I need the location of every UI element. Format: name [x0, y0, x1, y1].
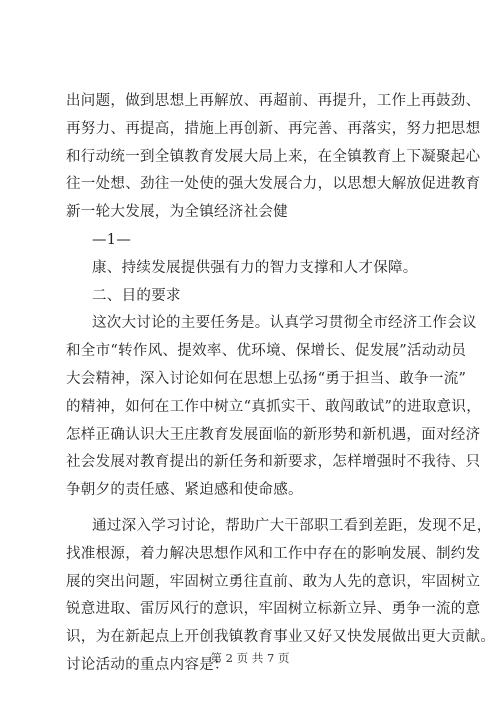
text-line: 的精神，如何在工作中树立“真抓实干、敢闯敢试”的进取意识，: [66, 398, 482, 415]
text-line: 出问题，做到思想上再解放、再超前、再提升，工作上再鼓劲、: [66, 93, 481, 109]
document-body: [66, 88, 496, 680]
text-line: 和行动统一到全镇教育发展大局上来，在全镇教育上下凝聚起心: [66, 148, 481, 165]
paragraph-gap: [66, 505, 438, 513]
text-line: 新一轮大发展，为全镇经济社会健: [66, 204, 288, 221]
text-line: 展的突出问题，牢固树立勇往直前、敢为人先的意识，牢固树立: [66, 573, 481, 590]
text-line: 大会精神，深入讨论如何在思想上弘扬“勇于担当、敢争一流”: [66, 370, 467, 387]
text-line: 识，为在新起点上开创我镇教育事业又好又快发展做出更大贡献。: [66, 629, 496, 646]
text-line: 怎样正确认识大王庄教育发展面临的新形势和新机遇，面对经济: [66, 426, 481, 443]
text-line: 通过深入学习讨论，帮助广大干部职工看到差距，发现不足，: [92, 517, 492, 534]
page-number-divider: —1—: [92, 231, 132, 248]
text-line: 康、持续发展提供强有力的智力支撑和人才保障。: [92, 259, 418, 276]
text-line: 找准根源，着力解决思想作风和工作中存在的影响发展、制约发: [66, 545, 481, 562]
text-line: 社会发展对教育提出的新任务和新要求，怎样增强时不我待、只: [66, 454, 481, 471]
text-line: 和全市“转作风、提效率、优环境、保增长、促发展”活动动员: [66, 343, 467, 360]
text-line: 锐意进取、雷厉风行的意识，牢固树立标新立异、勇争一流的意: [66, 601, 481, 618]
text-line: 这次大讨论的主要任务是。认真学习贯彻全市经济工作会议: [92, 315, 477, 332]
text-line: 争朝夕的责任感、紧迫感和使命感。: [66, 482, 303, 499]
text-line: 讨论活动的重点内容是：: [66, 656, 229, 673]
text-line: 往一处想、劲往一处使的强大发展合力，以思想大解放促进教育: [66, 176, 481, 193]
text-line: 再努力、再提高，措施上再创新、再完善、再落实，努力把思想: [66, 120, 481, 137]
page-footer: 第 2 页 共 7 页: [210, 651, 290, 665]
section-heading: 二、目的要求: [92, 287, 181, 304]
